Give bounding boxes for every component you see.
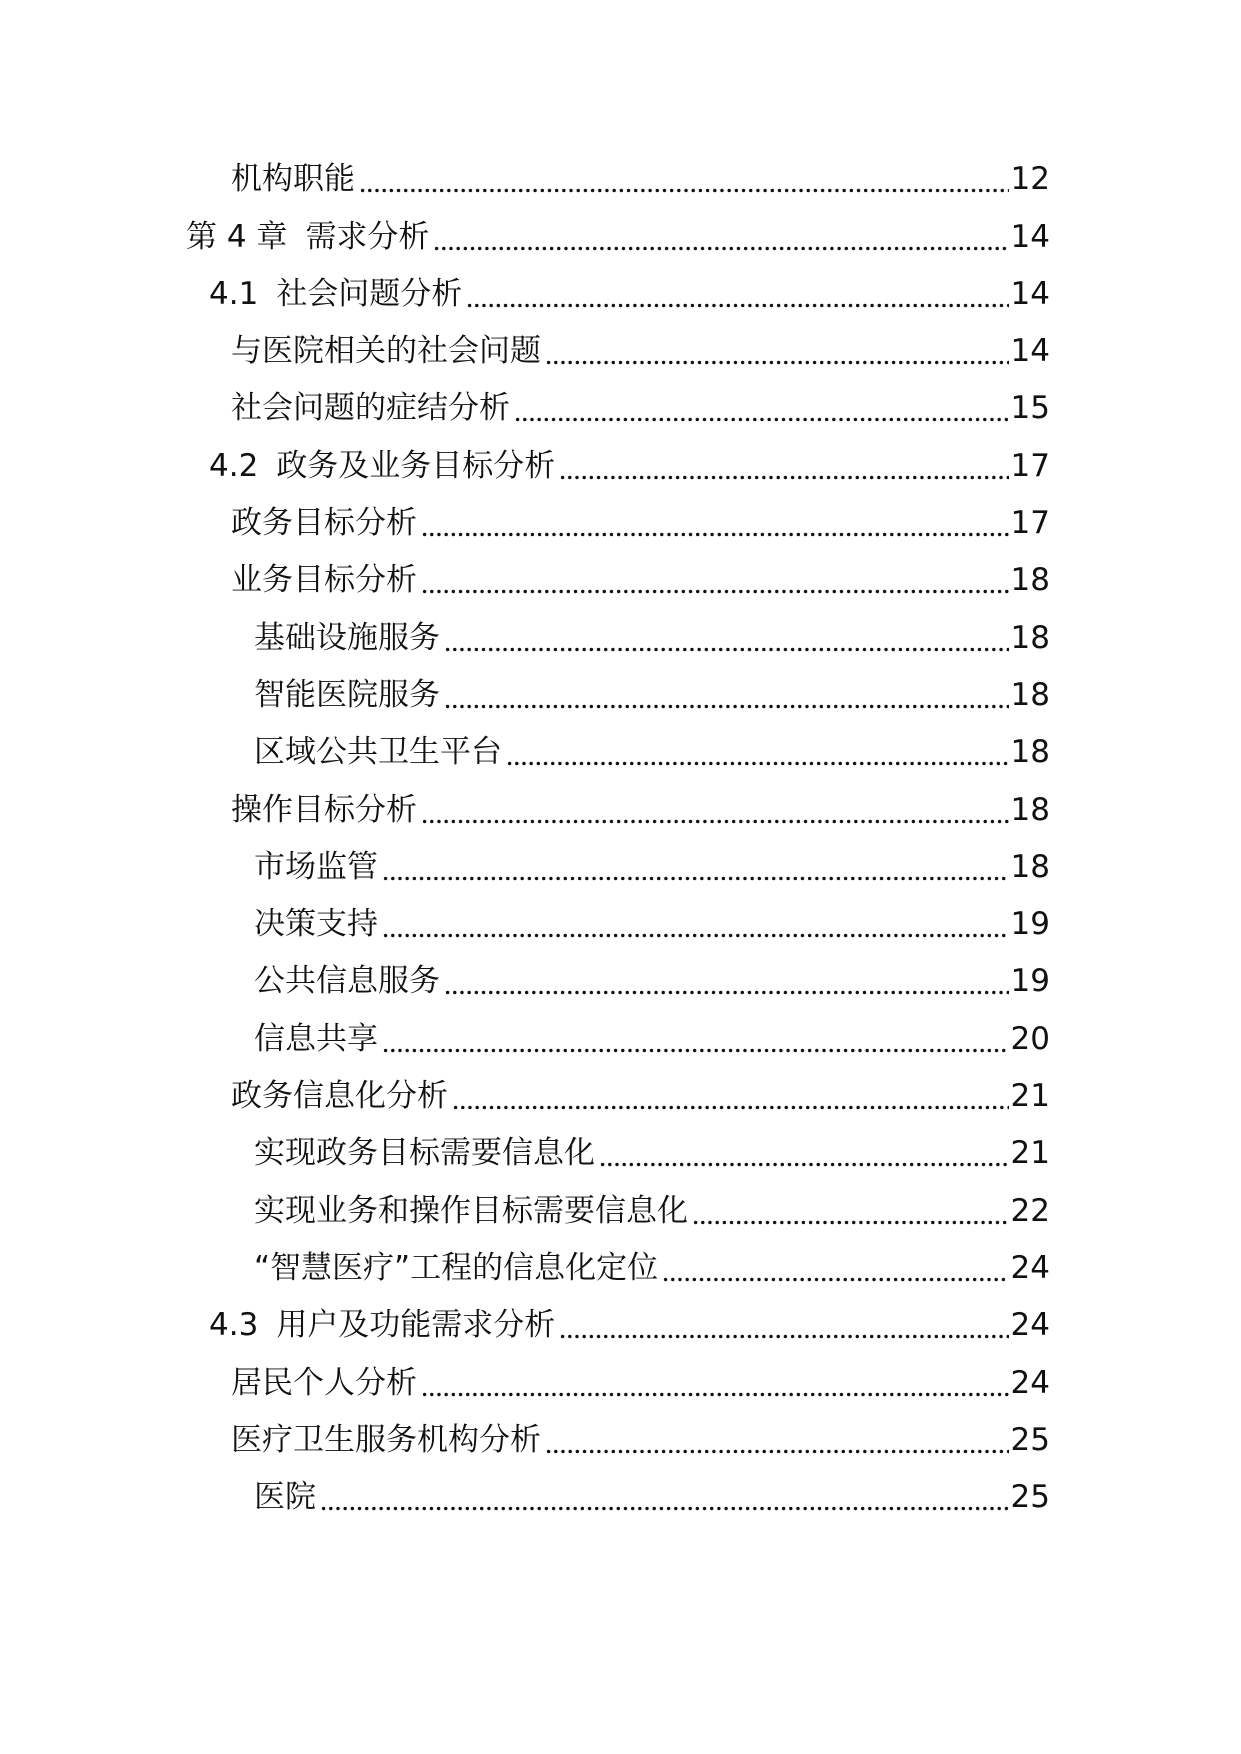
toc-entry[interactable] xyxy=(0,436,1241,493)
toc-entry-label xyxy=(209,276,462,312)
dot-leader xyxy=(514,390,1009,426)
toc-entry-label xyxy=(231,792,417,828)
dot-leader xyxy=(545,1422,1009,1458)
toc-entry-title: 居民个人分析 xyxy=(231,1364,417,1401)
toc-entry[interactable] xyxy=(0,1009,1241,1066)
toc-page-number: 18 xyxy=(1010,791,1050,828)
toc-page-number: 14 xyxy=(1010,218,1050,255)
dot-leader xyxy=(444,963,1009,999)
toc-entry[interactable] xyxy=(0,150,1241,207)
toc-entry-label xyxy=(254,906,378,942)
dot-leader xyxy=(599,1135,1009,1171)
dot-leader xyxy=(421,562,1009,598)
toc-entry-label xyxy=(209,1307,555,1343)
toc-entry-label xyxy=(209,448,555,484)
dot-leader xyxy=(466,276,1008,312)
dot-leader xyxy=(359,161,1009,197)
toc-entry[interactable] xyxy=(0,1468,1241,1525)
toc-entry-title: 信息共享 xyxy=(254,1020,378,1057)
dot-leader xyxy=(692,1193,1009,1229)
toc-entry-label xyxy=(231,390,510,426)
dot-leader xyxy=(559,1307,1008,1343)
toc-entry-title: “智慧医疗”工程的信息化定位 xyxy=(254,1249,659,1286)
toc-entry-number: 4.3 xyxy=(209,1307,259,1344)
toc-entry-title: 政务目标分析 xyxy=(231,505,417,542)
toc-page-number: 20 xyxy=(1010,1020,1050,1057)
dot-leader xyxy=(545,333,1009,369)
toc-page-number: 12 xyxy=(1010,161,1050,198)
toc-entry-label xyxy=(254,1135,595,1171)
toc-page-number: 14 xyxy=(1010,333,1050,370)
dot-leader xyxy=(382,849,1009,885)
toc-entry[interactable] xyxy=(0,494,1241,551)
toc-page-number: 24 xyxy=(1010,1249,1050,1286)
toc-entry[interactable] xyxy=(0,666,1241,723)
toc-page-number: 21 xyxy=(1010,1135,1050,1172)
toc-page-number: 25 xyxy=(1010,1479,1050,1516)
dot-leader xyxy=(421,792,1009,828)
toc-page-number: 24 xyxy=(1010,1307,1050,1344)
toc-page-number: 14 xyxy=(1010,275,1050,312)
toc-entry-title: 机构职能 xyxy=(231,161,355,198)
toc-entry[interactable] xyxy=(0,1239,1241,1296)
toc-entry-title: 智能医院服务 xyxy=(254,676,440,713)
dot-leader xyxy=(382,1021,1009,1057)
toc-entry[interactable] xyxy=(0,1067,1241,1124)
toc-entry-label xyxy=(254,1021,378,1057)
toc-entry-title: 医疗卫生服务机构分析 xyxy=(231,1421,541,1458)
toc-entry-label xyxy=(254,620,440,656)
dot-leader xyxy=(662,1250,1008,1286)
dot-leader xyxy=(452,1078,1009,1114)
toc-entry[interactable] xyxy=(0,895,1241,952)
toc-entry-title: 业务目标分析 xyxy=(231,562,417,599)
toc-entry[interactable] xyxy=(0,952,1241,1009)
toc-entry-title: 公共信息服务 xyxy=(254,963,440,1000)
toc-entry-label xyxy=(254,1479,316,1515)
dot-leader xyxy=(382,906,1009,942)
toc-page-number: 18 xyxy=(1010,562,1050,599)
toc-entry-title: 社会问题分析 xyxy=(276,275,463,312)
dot-leader xyxy=(421,505,1009,541)
dot-leader xyxy=(444,620,1009,656)
toc-entry-title: 与医院相关的社会问题 xyxy=(231,333,541,370)
toc-entry[interactable] xyxy=(0,1353,1241,1410)
table-of-contents xyxy=(0,150,1241,1525)
toc-entry[interactable] xyxy=(0,379,1241,436)
toc-entry-title: 实现业务和操作目标需要信息化 xyxy=(254,1192,688,1229)
toc-entry[interactable] xyxy=(0,551,1241,608)
toc-entry-label xyxy=(254,1193,688,1229)
toc-entry-label xyxy=(254,963,440,999)
dot-leader xyxy=(506,734,1009,770)
toc-page-number: 17 xyxy=(1010,505,1050,542)
toc-entry-label xyxy=(254,734,502,770)
toc-entry-label xyxy=(186,219,429,255)
toc-entry[interactable] xyxy=(0,838,1241,895)
toc-page-number: 18 xyxy=(1010,848,1050,885)
toc-entry-label xyxy=(231,505,417,541)
toc-page-number: 21 xyxy=(1010,1078,1050,1115)
toc-entry-title: 需求分析 xyxy=(305,218,430,255)
toc-page-number: 25 xyxy=(1010,1421,1050,1458)
toc-entry-label xyxy=(254,1250,658,1286)
toc-entry-title: 操作目标分析 xyxy=(231,791,417,828)
toc-entry[interactable] xyxy=(0,608,1241,665)
toc-entry-label xyxy=(231,562,417,598)
toc-entry[interactable] xyxy=(0,1296,1241,1353)
toc-entry[interactable] xyxy=(0,723,1241,780)
toc-entry-title: 决策支持 xyxy=(254,906,378,943)
toc-entry-label xyxy=(231,1078,448,1114)
toc-entry-title: 用户及功能需求分析 xyxy=(276,1307,556,1344)
toc-entry[interactable] xyxy=(0,207,1241,264)
toc-entry-label xyxy=(231,333,541,369)
toc-page-number: 17 xyxy=(1010,447,1050,484)
dot-leader xyxy=(320,1479,1009,1515)
toc-entry[interactable] xyxy=(0,322,1241,379)
toc-entry-label xyxy=(231,1365,417,1401)
toc-entry[interactable] xyxy=(0,1181,1241,1238)
toc-entry-label xyxy=(254,849,378,885)
toc-entry-title: 市场监管 xyxy=(254,848,378,885)
toc-entry-title: 实现政务目标需要信息化 xyxy=(254,1135,595,1172)
toc-page-number: 19 xyxy=(1010,906,1050,943)
toc-page-number: 19 xyxy=(1010,963,1050,1000)
toc-page-number: 18 xyxy=(1010,734,1050,771)
dot-leader xyxy=(559,448,1008,484)
toc-entry-label xyxy=(254,677,440,713)
toc-entry-label xyxy=(231,1422,541,1458)
dot-leader xyxy=(421,1365,1009,1401)
toc-page-number: 18 xyxy=(1010,619,1050,656)
dot-leader xyxy=(433,219,1008,255)
toc-entry-title: 基础设施服务 xyxy=(254,619,440,656)
toc-entry[interactable] xyxy=(0,1411,1241,1468)
toc-entry-title: 区域公共卫生平台 xyxy=(254,734,502,771)
toc-entry[interactable] xyxy=(0,780,1241,837)
toc-page-number: 24 xyxy=(1010,1364,1050,1401)
dot-leader xyxy=(444,677,1009,713)
toc-page-number: 15 xyxy=(1010,390,1050,427)
toc-entry-number: 4.1 xyxy=(209,275,259,312)
toc-entry[interactable] xyxy=(0,265,1241,322)
toc-page-number: 18 xyxy=(1010,676,1050,713)
toc-entry-title: 社会问题的症结分析 xyxy=(231,390,510,427)
toc-entry-title: 医院 xyxy=(254,1479,316,1516)
toc-entry[interactable] xyxy=(0,1124,1241,1181)
toc-entry-title: 政务信息化分析 xyxy=(231,1078,448,1115)
toc-entry-number: 4.2 xyxy=(209,447,259,484)
toc-entry-title: 政务及业务目标分析 xyxy=(276,447,556,484)
toc-page-number: 22 xyxy=(1010,1192,1050,1229)
toc-entry-number: 第 4 章 xyxy=(186,218,288,255)
toc-entry-label xyxy=(231,161,355,197)
